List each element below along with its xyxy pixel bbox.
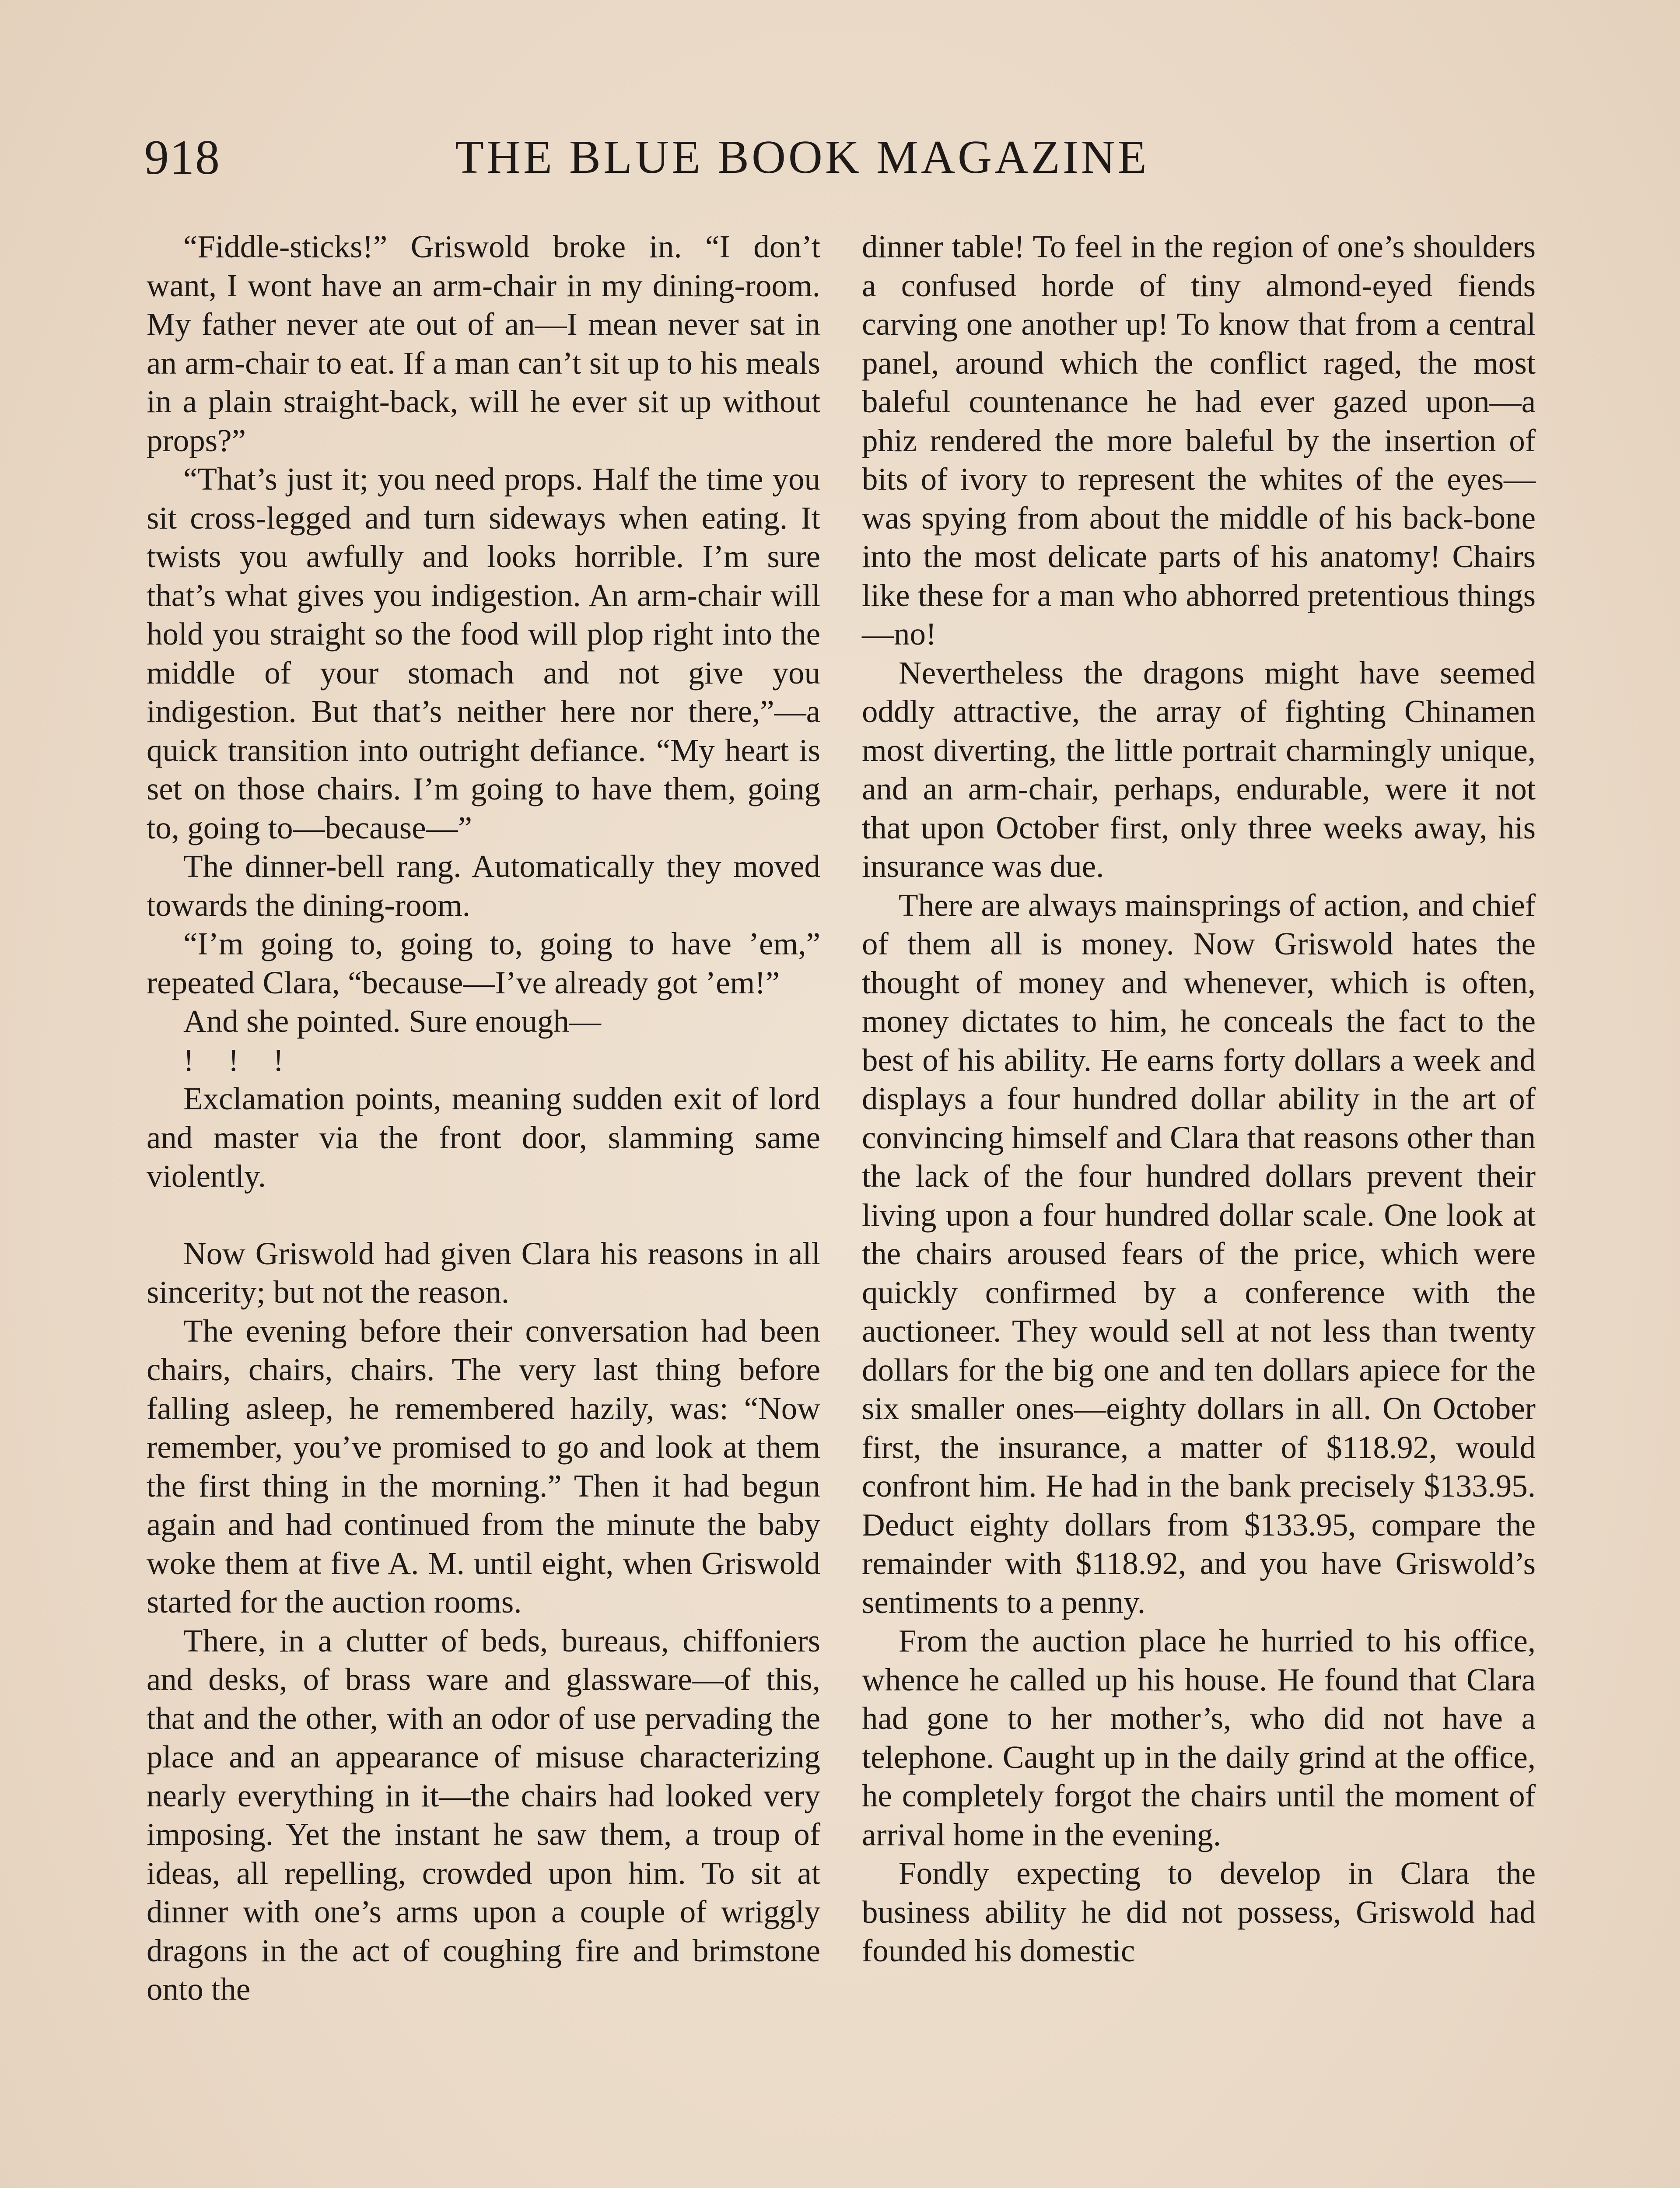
paragraph: There, in a clutter of beds, bureaus, chiffoniers and desks, of brass ware and glassware—of this, that and the other, with an odor of use pervading the place and an appearance of misuse characterizing nearly everything in it—the chairs had looked very imposing. Yet the instant he saw them, a troup of ideas, all repelling, crowded upon him. To sit at dinner with one’s arms upon a couple of wriggly dragons in the act of coughing fire and brimstone onto the [147,1623,820,2007]
left-column [147,228,820,2009]
paragraph: The evening before their conversation had been chairs, chairs, chairs. The very last thing before falling asleep, he remembered hazily, was: “Now remember, you’ve promised to go and look at them the first thing in the morning.” Then it had begun again and had continued from the minute the baby woke them at five A. M. until eight, when Griswold started for the auction rooms. [147,1313,820,1620]
paragraph: Now Griswold had given Clara his reasons in all sincerity; but not the reason. [147,1235,820,1310]
exclamation-marks: ! ! ! [183,1042,297,1078]
paragraph: “Fiddle-sticks!” Griswold broke in. “I don’t want, I wont have an arm-chair in my dining-room. My father never ate out of an—I mean never sat in an arm-chair to eat. If a man can’t sit up to his meals in a plain straight-back, will he ever sit up without props?” [147,229,820,458]
paragraph: And she pointed. Sure enough— [183,1003,601,1039]
paragraph: From the auction place he hurried to his office, whence he called up his house. He found that Clara had gone to her mother’s, who did not have a telephone. Caught up in the daily grind at the office, he completely forgot the chairs until the moment of arrival home in the evening. [862,1623,1536,1852]
paragraph: dinner table! To feel in the region of one’s shoulders a confused horde of tiny almond-eyed fiends carving one another up! To know that from a central panel, around which the conflict raged, the most baleful countenance he had ever gazed upon—a phiz rendered the more baleful by the insertion of bits of ivory to represent the whites of the eyes—was spying from about the middle of his back-bone into the most delicate parts of his anatomy! Chairs like these for a man who abhorred pretentious things—no! [862,229,1536,652]
paragraph: Fondly expecting to develop in Clara the business ability he did not possess, Griswold had founded his domestic [862,1855,1536,1968]
page-header [144,125,1238,190]
paragraph: The dinner-bell rang. Automatically they moved towards the dining-room. [147,849,820,923]
paragraph: “I’m going to, going to, going to have ’em,” repeated Clara, “because—I’ve already got ’em!” [147,926,820,1000]
page-number: 918 [144,130,220,185]
right-column [862,228,1536,1971]
paragraph: There are always mainsprings of action, and chief of them all is money. Now Griswold hates the thought of money and whenever, which is often, money dictates to him, he conceals the fact to the best of his ability. He earns forty dollars a week and displays a four hundred dollar ability in the art of convincing himself and Clara that reasons other than the lack of the four hundred dollars prevent their living upon a four hundred dollar scale. One look at the chairs aroused fears of the price, which were quickly confirmed by a conference with the auctioneer. They would sell at not less than twenty dollars for the big one and ten dollars apiece for the six smaller ones—eighty dollars in all. On October first, the insurance, a matter of $118.92, would confront him. He had in the bank precisely $133.95. Deduct eighty dollars from $133.95, compare the remainder with $118.92, and you have Griswold’s sentiments to a penny. [862,887,1536,1620]
paragraph: Nevertheless the dragons might have seemed oddly attractive, the array of fighting Chinamen most diverting, the little portrait charmingly unique, and an arm-chair, perhaps, endurable, were it not that upon October first, only three weeks away, his insurance was due. [862,655,1536,884]
paragraph: Exclamation points, meaning sudden exit of lord and master via the front door, slamming same violently. [147,1081,820,1194]
paragraph: “That’s just it; you need props. Half the time you sit cross-legged and turn sideways when eating. It twists you awfully and looks horrible. I’m sure that’s what gives you indigestion. An arm-chair will hold you straight so the food will plop right into the middle of your stomach and not give you indigestion. But that’s neither here nor there,”—a quick transition into outright defiance. “My heart is set on those chairs. I’m going to have them, going to, going to—because—” [147,461,820,845]
magazine-title: THE BLUE BOOK MAGAZINE [455,131,1149,183]
